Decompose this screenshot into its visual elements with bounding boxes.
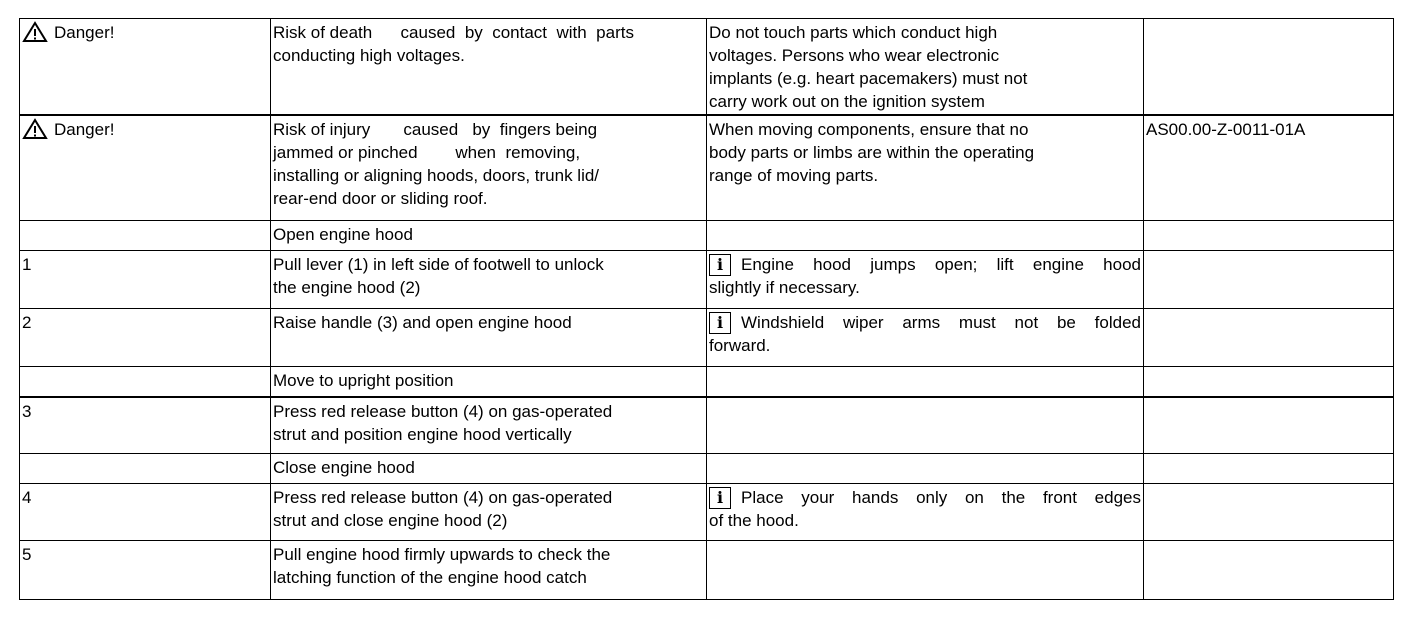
table-row: [20, 397, 1394, 454]
text-line: Press red release button (4) on gas-operated: [273, 402, 613, 421]
step-number-cell: 2: [20, 309, 271, 367]
info-icon: i: [709, 487, 731, 509]
text-line: Raise handle (3) and open engine hood: [273, 313, 572, 332]
note-cell: [707, 454, 1144, 484]
text-line: jammed or pinched when removing,: [273, 143, 581, 162]
reference-cell: [1144, 221, 1394, 251]
text-line: Press red release button (4) on gas-operated: [273, 488, 613, 507]
note-cell: [707, 251, 1144, 309]
text-line: forward.: [709, 336, 771, 355]
step-description-cell: [271, 309, 707, 367]
note-cell: [707, 115, 1144, 221]
text-line: Do not touch parts which conduct high: [709, 23, 998, 42]
note-cell: [707, 397, 1144, 454]
step-description-cell: [271, 454, 707, 484]
step-number-cell: 4: [20, 484, 271, 541]
text-line: the engine hood (2): [273, 278, 421, 297]
reference-cell: [1144, 309, 1394, 367]
table-row: [20, 19, 1394, 116]
step-description-cell: [271, 19, 707, 116]
reference-cell: [1144, 454, 1394, 484]
table-row: [20, 541, 1394, 600]
row-label-cell: [20, 115, 271, 221]
table-row: [20, 454, 1394, 484]
text-line: Risk of injury caused by fingers being: [273, 120, 598, 139]
procedure-table: [19, 18, 1394, 600]
step-description-cell: [271, 397, 707, 454]
note-cell: [707, 541, 1144, 600]
reference-cell: [1144, 19, 1394, 116]
section-heading: Close engine hood: [273, 458, 415, 477]
reference-cell: [1144, 367, 1394, 398]
section-heading: Open engine hood: [273, 225, 413, 244]
info-icon: i: [709, 254, 731, 276]
text-line: strut and close engine hood (2): [273, 511, 508, 530]
text-line: When moving components, ensure that no: [709, 120, 1029, 139]
warning-triangle-icon: [22, 118, 48, 140]
step-description-cell: [271, 484, 707, 541]
step-number-cell: 1: [20, 251, 271, 309]
note-cell: [707, 221, 1144, 251]
step-number-cell: 5: [20, 541, 271, 600]
danger-label: Danger!: [54, 23, 115, 42]
text-line: latching function of the engine hood catch: [273, 568, 587, 587]
step-description-cell: [271, 115, 707, 221]
text-line: Engine hood jumps open; lift engine hood: [741, 255, 1141, 274]
reference-cell: [1144, 397, 1394, 454]
text-line: rear-end door or sliding roof.: [273, 189, 488, 208]
reference-cell: [1144, 541, 1394, 600]
row-label-cell: [20, 367, 271, 398]
step-description-cell: [271, 367, 707, 398]
row-label-cell: [20, 19, 271, 116]
text-line: strut and position engine hood vertically: [273, 425, 572, 444]
table-row: [20, 251, 1394, 309]
reference-cell: [1144, 251, 1394, 309]
text-line: Place your hands only on the front edges: [741, 488, 1141, 507]
step-description-cell: [271, 541, 707, 600]
note-cell: [707, 19, 1144, 116]
text-line: Risk of death caused by contact with parts: [273, 23, 634, 42]
text-line: conducting high voltages.: [273, 46, 465, 65]
section-heading: Move to upright position: [273, 371, 454, 390]
note-cell: [707, 484, 1144, 541]
reference-cell: [1144, 484, 1394, 541]
note-cell: [707, 309, 1144, 367]
text-line: installing or aligning hoods, doors, trunk lid/: [273, 166, 600, 185]
info-icon: i: [709, 312, 731, 334]
step-description-cell: [271, 251, 707, 309]
text-line: range of moving parts.: [709, 166, 879, 185]
text-line: slightly if necessary.: [709, 278, 860, 297]
table-row: [20, 367, 1394, 398]
text-line: of the hood.: [709, 511, 799, 530]
text-line: body parts or limbs are within the operating: [709, 143, 1035, 162]
step-description-cell: [271, 221, 707, 251]
table-row: [20, 309, 1394, 367]
text-line: Pull engine hood firmly upwards to check the: [273, 545, 611, 564]
text-line: voltages. Persons who wear electronic: [709, 46, 1000, 65]
text-line: carry work out on the ignition system: [709, 92, 985, 111]
danger-label: Danger!: [54, 120, 115, 139]
reference-cell: AS00.00-Z-0011-01A: [1144, 115, 1394, 221]
row-label-cell: [20, 454, 271, 484]
row-label-cell: [20, 221, 271, 251]
table-row: [20, 484, 1394, 541]
step-number-cell: 3: [20, 397, 271, 454]
warning-triangle-icon: [22, 21, 48, 43]
note-cell: [707, 367, 1144, 398]
text-line: Windshield wiper arms must not be folded: [741, 313, 1141, 332]
text-line: Pull lever (1) in left side of footwell to unlock: [273, 255, 604, 274]
table-row: [20, 115, 1394, 221]
text-line: implants (e.g. heart pacemakers) must not: [709, 69, 1028, 88]
table-row: [20, 221, 1394, 251]
